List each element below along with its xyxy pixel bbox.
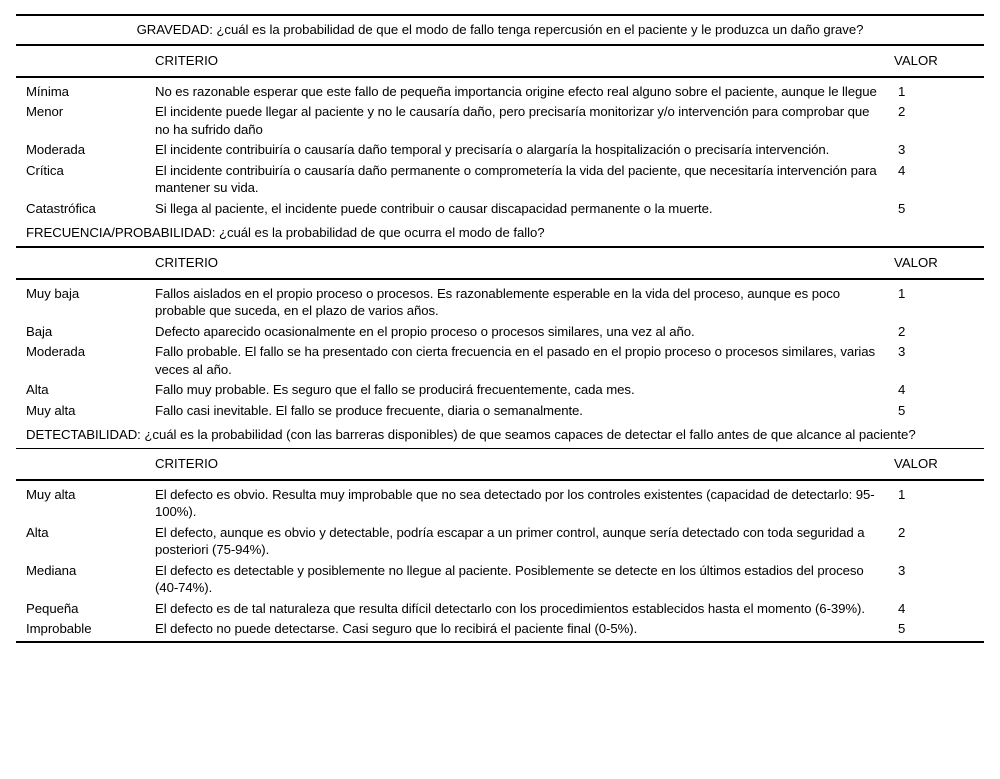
row-criterio: El defecto no puede detectarse. Casi seguro que lo recibirá el paciente final (0-5%). xyxy=(155,621,638,636)
row-criterio: El defecto es obvio. Resulta muy improbable que no sea detectado por los controles existentes (capacidad de detectarlo: 95-100%). xyxy=(155,486,875,519)
row-label: Muy alta xyxy=(26,402,76,418)
row-criterio: Fallo muy probable. Es seguro que el fallo se producirá frecuentemente, cada mes. xyxy=(155,382,635,397)
row-valor: 3 xyxy=(898,562,906,578)
table-row xyxy=(16,83,984,104)
row-label: Mínima xyxy=(26,83,69,99)
row-label: Moderada xyxy=(26,142,85,157)
row-valor: 4 xyxy=(898,162,906,178)
section-frecuencia-rows xyxy=(16,280,984,423)
row-label: Moderada xyxy=(26,344,85,359)
row-valor: 3 xyxy=(898,142,906,157)
row-criterio: Fallos aislados en el propio proceso o procesos. Es razonablemente esperable en la vida del proceso, aunque es poco probable que suceda, en el plazo de varios años. xyxy=(155,285,841,318)
table-row xyxy=(16,200,984,221)
table-row xyxy=(16,524,984,562)
row-criterio: El defecto es de tal naturaleza que resulta difícil detectarlo con los procedimientos establecidos hasta el momento (6-39%). xyxy=(155,600,865,616)
table-row xyxy=(16,600,984,621)
row-valor: 5 xyxy=(898,621,906,636)
row-criterio: El incidente contribuiría o causaría daño temporal y precisaría o alargaría la hospitalización o precisaría intervención. xyxy=(155,142,830,157)
column-header-criterio: CRITERIO xyxy=(155,455,219,471)
row-valor: 1 xyxy=(898,486,906,502)
table-row xyxy=(16,141,984,162)
row-valor: 4 xyxy=(898,600,906,616)
row-valor: 5 xyxy=(898,402,906,418)
document-bottom-rule xyxy=(16,641,984,643)
table-row xyxy=(16,486,984,524)
row-label: Improbable xyxy=(26,621,92,636)
table-row xyxy=(16,620,984,641)
row-label: Alta xyxy=(26,524,49,540)
row-criterio: Defecto aparecido ocasionalmente en el propio proceso o procesos similares, una vez al año. xyxy=(155,323,695,339)
row-valor: 5 xyxy=(898,200,906,216)
row-valor: 2 xyxy=(898,104,906,119)
row-label: Baja xyxy=(26,323,53,339)
table-row xyxy=(16,285,984,323)
row-valor: 3 xyxy=(898,344,906,359)
row-valor: 4 xyxy=(898,382,906,397)
row-label: Mediana xyxy=(26,562,77,578)
row-criterio: No es razonable esperar que este fallo de pequeña importancia origine efecto real alguno sobre el paciente, aunque le llegue xyxy=(155,83,877,99)
section-gravedad-column-headers xyxy=(16,46,984,76)
row-criterio: El defecto es detectable y posiblemente no llegue al paciente. Posiblemente se detecte en los últimos estadios del proceso (40-74%). xyxy=(155,562,864,595)
column-header-valor: VALOR xyxy=(894,52,938,68)
row-valor: 1 xyxy=(898,83,906,99)
table-row xyxy=(16,402,984,423)
table-row xyxy=(16,323,984,344)
row-label: Catastrófica xyxy=(26,200,96,216)
section-detectabilidad-column-headers xyxy=(16,449,984,479)
table-row xyxy=(16,343,984,381)
section-detectabilidad-rows xyxy=(16,481,984,641)
table-row xyxy=(16,562,984,600)
row-valor: 1 xyxy=(898,285,906,301)
section-frecuencia-question: FRECUENCIA/PROBABILIDAD: ¿cuál es la probabilidad de que ocurra el modo de fallo? xyxy=(26,225,545,240)
row-criterio: El incidente puede llegar al paciente y no le causaría daño, pero precisaría monitorizar y/o intervención para comprobar que no ha sufrido daño xyxy=(155,104,870,137)
column-header-criterio: CRITERIO xyxy=(155,52,219,68)
table-row xyxy=(16,381,984,402)
row-label: Menor xyxy=(26,104,64,119)
row-criterio: Si llega al paciente, el incidente puede contribuir o causar discapacidad permanente o la muerte. xyxy=(155,200,713,216)
row-label: Alta xyxy=(26,382,49,397)
section-gravedad-rows xyxy=(16,78,984,221)
section-detectabilidad-question: DETECTABILIDAD: ¿cuál es la probabilidad (con las barreras disponibles) de que seamos capaces de detectar el fallo antes de que alcance al paciente? xyxy=(26,427,916,442)
row-criterio: El incidente contribuiría o causaría daño permanente o comprometería la vida del paciente, que necesitaría intervención para mantener su vida. xyxy=(155,162,877,195)
section-gravedad-question: GRAVEDAD: ¿cuál es la probabilidad de que el modo de fallo tenga repercusión en el paciente y le produzca un daño grave? xyxy=(136,22,864,37)
table-row xyxy=(16,103,984,141)
column-header-valor: VALOR xyxy=(894,455,938,471)
row-criterio: El defecto, aunque es obvio y detectable, podría escapar a un primer control, aunque sería detectado con toda seguridad a posteriori (75-94%). xyxy=(155,524,865,557)
table-row xyxy=(16,162,984,200)
row-label: Crítica xyxy=(26,162,64,178)
column-header-valor: VALOR xyxy=(894,254,938,270)
row-criterio: Fallo casi inevitable. El fallo se produce frecuente, diaria o semanalmente. xyxy=(155,402,583,418)
row-label: Pequeña xyxy=(26,600,79,616)
row-label: Muy alta xyxy=(26,486,76,502)
row-valor: 2 xyxy=(898,524,906,540)
column-header-criterio: CRITERIO xyxy=(155,254,219,270)
row-valor: 2 xyxy=(898,323,906,339)
row-criterio: Fallo probable. El fallo se ha presentado con cierta frecuencia en el pasado en el propio proceso o procesos similares, varias veces al año. xyxy=(155,344,876,377)
row-label: Muy baja xyxy=(26,285,80,301)
section-frecuencia-column-headers xyxy=(16,248,984,278)
